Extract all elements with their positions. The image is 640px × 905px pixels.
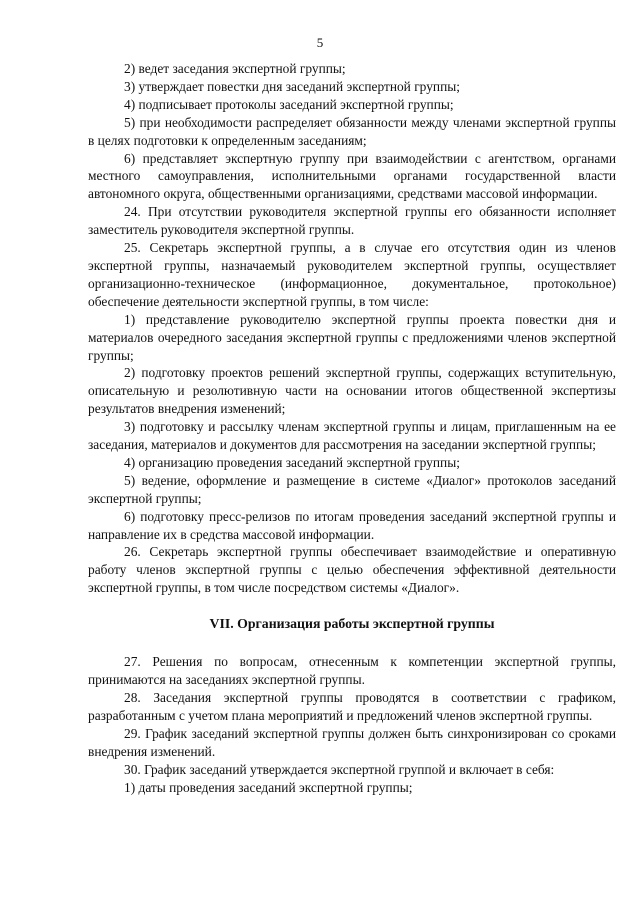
list-item-5: 5) при необходимости распределяет обязанности между членами экспертной группы в целях подготовки к определенным заседаниям;	[88, 114, 616, 148]
page-number: 5	[316, 35, 324, 50]
list-item-2: 2) ведет заседания экспертной группы;	[124, 61, 346, 76]
document-body	[88, 60, 616, 796]
clause-30-item-1: 1) даты проведения заседаний экспертной группы;	[124, 779, 413, 795]
clause-27: 27. Решения по вопросам, отнесенным к компетенции экспертной группы, принимаются на заседаниях экспертной группы.	[88, 654, 616, 688]
clause-25-item-1: 1) представление руководителю экспертной группы проекта повестки дня и материалов очередного заседания экспертной группы с предложениями членов экспертной группы;	[88, 311, 616, 363]
clause-25: 25. Секретарь экспертной группы, а в случае его отсутствия один из членов экспертной группы, назначаемый руководителем экспертной группы, осуществляет организационно-техническое (информационное, документальное, протокольное) обеспечение деятельности экспертной группы, в том числе:	[88, 240, 616, 309]
list-item-3: 3) утверждает повестки дня заседаний экспертной группы;	[124, 78, 460, 94]
clause-26: 26. Секретарь экспертной группы обеспечивает взаимодействие и оперативную работу членов экспертной группы с целью обеспечения эффективной деятельности экспертной группы, в том числе посредством системы «Диалог».	[88, 544, 616, 596]
clause-24: 24. При отсутствии руководителя экспертной группы его обязанности исполняет заместитель руководителя экспертной группы.	[88, 204, 616, 238]
section-heading: VII. Организация работы экспертной группы	[209, 616, 495, 632]
clause-29: 29. График заседаний экспертной группы должен быть синхронизирован со сроками внедрения изменений.	[88, 725, 616, 759]
clause-30: 30. График заседаний утверждается экспертной группой и включает в себя:	[124, 761, 555, 777]
clause-25-item-4: 4) организацию проведения заседаний экспертной группы;	[124, 454, 460, 470]
list-item-6: 6) представляет экспертную группу при взаимодействии с агентством, органами местного самоуправления, исполнительными органами государственной власти автономного округа, общественными организациями, средствами массовой информации.	[88, 150, 616, 202]
list-item-4: 4) подписывает протоколы заседаний экспертной группы;	[124, 96, 454, 112]
clause-25-item-6: 6) подготовку пресс-релизов по итогам проведения заседаний экспертной группы и направление их в средства массовой информации.	[88, 508, 616, 542]
clause-25-item-3: 3) подготовку и рассылку членам экспертной группы и лицам, приглашенным на ее заседания, материалов и документов для рассмотрения на заседании экспертной группы;	[88, 419, 616, 453]
clause-25-item-2: 2) подготовку проектов решений экспертной группы, содержащих вступительную, описательную и резолютивную части на основании итогов общественной экспертизы результатов внедрения изменений;	[88, 365, 616, 417]
clause-28: 28. Заседания экспертной группы проводятся в соответствии с графиком, разработанным с учетом плана мероприятий и предложений членов экспертной группы.	[88, 690, 616, 723]
clause-25-item-5: 5) ведение, оформление и размещение в системе «Диалог» протоколов заседаний экспертной группы;	[88, 472, 616, 506]
